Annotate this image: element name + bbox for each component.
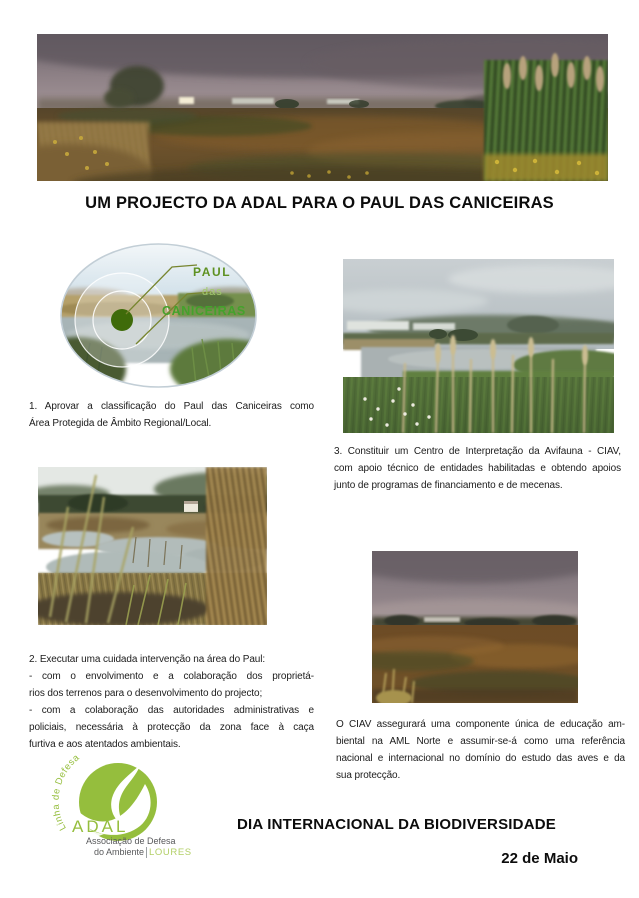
caption-line: biental na AML Norte e assumir-se-á como uma referência xyxy=(336,736,625,747)
caption-paragraph xyxy=(29,702,314,753)
adal-acronym: ADAL xyxy=(72,817,129,836)
adal-region-label: LOURES xyxy=(146,847,192,858)
footer-heading: DIA INTERNACIONAL DA BIODIVERSIDADE xyxy=(237,816,556,833)
adal-subtitle-ambiente: do Ambiente xyxy=(94,847,145,857)
caption-item-4 xyxy=(336,716,625,784)
paul-das-caniceiras-logo xyxy=(60,243,257,388)
caption-paragraph xyxy=(29,668,314,702)
poster-title: UM PROJECTO DA ADAL PARA O PAUL DAS CANICEIRAS xyxy=(85,194,554,212)
adal-arc-text: Linha de Defesa xyxy=(50,754,82,833)
caption-line: - com o envolvimento e a colaboração dos proprietá- xyxy=(29,671,314,682)
oval-logo-word-das: das xyxy=(202,286,223,298)
caption-line: junto de programas de financiamento e de mecenas. xyxy=(334,480,563,491)
caption-line: Área Protegida de Âmbito Regional/Local. xyxy=(29,418,212,429)
caption-item-2 xyxy=(29,651,314,753)
caption-line: O CIAV assegurará uma componente única de educação am- xyxy=(336,719,625,730)
caption-line: 3. Constituir um Centro de Interpretação da Avifauna - CIAV, xyxy=(334,446,621,457)
marsh-photo-reeds xyxy=(38,467,267,625)
target-center-dot xyxy=(111,309,133,331)
adal-subtitle-line1: Associação de Defesa xyxy=(86,836,176,846)
caption-line: 1. Aprovar a classificação do Paul das Caniceiras como xyxy=(29,401,314,412)
oval-logo-word-paul: PAUL xyxy=(193,265,232,279)
adal-subtitle-line2 xyxy=(94,847,192,858)
caption-line: sua protecção. xyxy=(336,770,401,781)
adal-logo xyxy=(48,754,223,886)
caption-line: rios dos terrenos para o desenvolvimento do projecto; xyxy=(29,688,263,699)
caption-paragraph xyxy=(334,443,621,494)
footer-date: 22 de Maio xyxy=(501,850,578,867)
caption-paragraph xyxy=(336,716,625,784)
caption-line: furtiva e aos atentados ambientais. xyxy=(29,739,181,750)
caption-line: 2. Executar uma cuidada intervenção na área do Paul: xyxy=(29,654,266,665)
oval-logo-word-caniceiras: CANICEIRAS xyxy=(162,304,246,318)
caption-item-1 xyxy=(29,398,314,432)
caption-paragraph xyxy=(29,398,314,432)
wetland-panorama-photo xyxy=(37,34,608,181)
caption-paragraph xyxy=(29,651,314,668)
caption-line: policiais, necessária à protecção da zona face à caça xyxy=(29,722,314,733)
wetland-photo-daytime xyxy=(343,259,614,433)
caption-line: com apoio técnico de entidades habilitadas e obtendo apoios xyxy=(334,463,621,474)
dusk-field-photo xyxy=(372,551,578,703)
caption-line: nacional e internacional no domínio do estudo das aves e da xyxy=(336,753,625,764)
caption-item-3 xyxy=(334,443,621,494)
caption-line: - com a colaboração das autoridades administrativas e xyxy=(29,705,314,716)
